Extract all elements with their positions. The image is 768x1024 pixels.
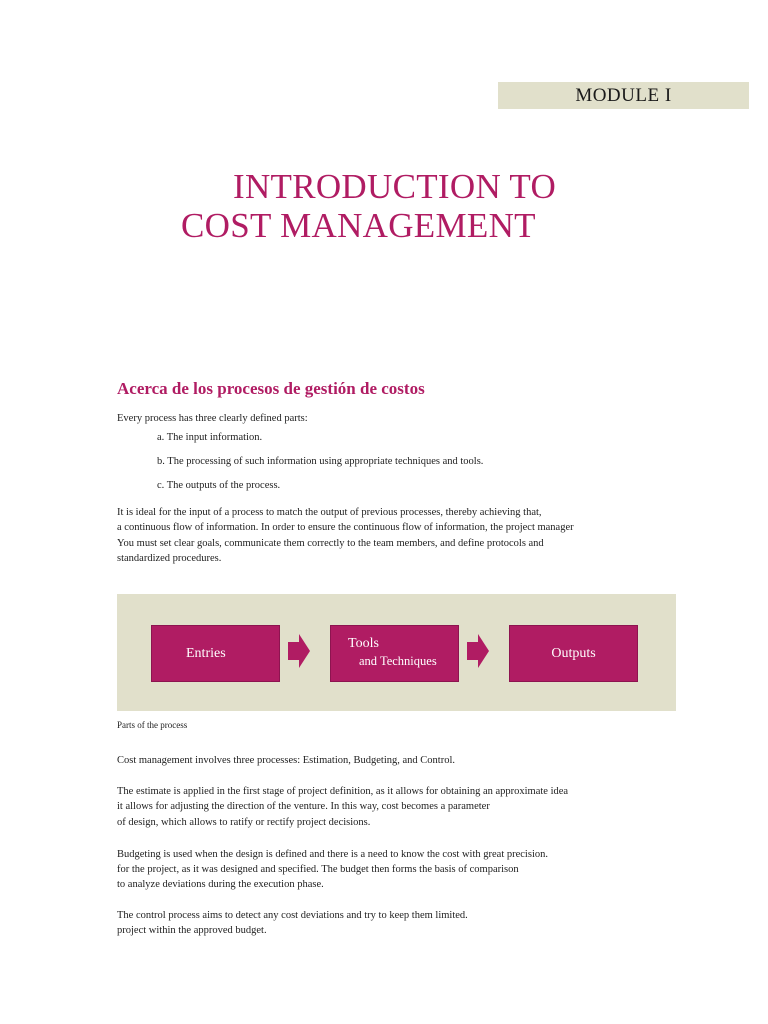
module-tag: MODULE I [498, 82, 749, 109]
paragraph-line: Cost management involves three processes: Estimation, Budgeting, and Control. [117, 755, 455, 766]
arrow-right-icon [288, 634, 310, 668]
list-item: a. The input information. [157, 432, 263, 443]
list-item: c. The outputs of the process. [157, 480, 281, 491]
page-title-line-2: COST MANAGEMENT [181, 206, 536, 245]
outputs-box [509, 625, 638, 682]
paragraph-line: standardized procedures. [117, 553, 222, 564]
paragraph-line: project within the approved budget. [117, 925, 267, 936]
paragraph-line: It is ideal for the input of a process to match the output of previous processes, thereby achieving that, [117, 507, 542, 518]
diagram-caption: Parts of the process [117, 720, 188, 730]
paragraph-line: of design, which allows to ratify or rectify project decisions. [117, 817, 371, 828]
arrow-right-icon [467, 634, 489, 668]
entries-label: Entries [186, 646, 226, 661]
paragraph-line: for the project, as it was designed and specified. The budget then forms the basis of comparison [117, 864, 519, 875]
paragraph-line: The estimate is applied in the first stage of project definition, as it allows for obtaining an approximate idea [117, 786, 569, 797]
intro-text: Every process has three clearly defined parts: [117, 413, 308, 424]
paragraph-line: to analyze deviations during the execution phase. [117, 879, 324, 890]
techniques-label: and Techniques [359, 654, 437, 668]
page-title-line-1: INTRODUCTION TO [233, 167, 557, 206]
paragraph-line: it allows for adjusting the direction of the venture. In this way, cost becomes a parameter [117, 801, 490, 812]
tools-box [330, 625, 459, 682]
tools-label: Tools [348, 636, 379, 651]
paragraph-line: You must set clear goals, communicate them correctly to the team members, and define protocols and [117, 538, 544, 549]
section-heading: Acerca de los procesos de gestión de costos [117, 379, 425, 398]
entries-box [151, 625, 280, 682]
paragraph-line: The control process aims to detect any cost deviations and try to keep them limited. [117, 910, 468, 921]
outputs-label: Outputs [551, 646, 596, 661]
paragraph-line: a continuous flow of information. In order to ensure the continuous flow of information, the project manager [117, 522, 574, 533]
paragraph-line: Budgeting is used when the design is defined and there is a need to know the cost with great precision. [117, 849, 548, 860]
process-diagram [117, 594, 676, 711]
list-item: b. The processing of such information using appropriate techniques and tools. [157, 456, 484, 467]
